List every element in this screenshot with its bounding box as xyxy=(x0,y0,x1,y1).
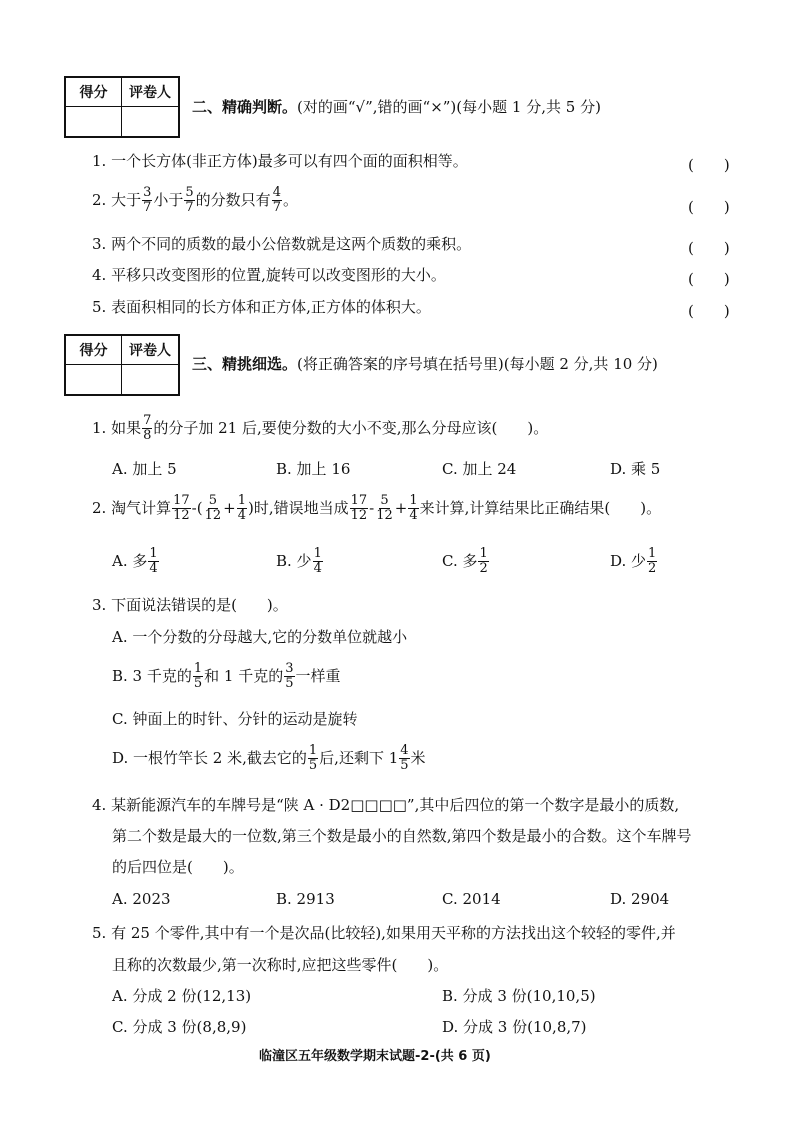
score-label: 得分 xyxy=(66,78,122,107)
grader-cell[interactable] xyxy=(122,365,178,394)
score-label: 得分 xyxy=(66,336,122,365)
answer-blank-5[interactable]: ( ) xyxy=(688,302,730,320)
choice-question-4-line1: 4. 某新能源汽车的车牌号是“陕 A · D2□□□□”,其中后四位的第一个数字是最小的质数, xyxy=(92,796,680,814)
score-box-section2 xyxy=(64,76,180,138)
option-c[interactable]: C. 钟面上的时针、分针的运动是旋转 xyxy=(112,710,358,728)
fraction: $\frac{1}{4}$ xyxy=(409,493,418,523)
option-a[interactable]: A. 加上 5 xyxy=(112,460,177,478)
choice-question-3: 3. 下面说法错误的是( )。 xyxy=(92,596,288,614)
option-c[interactable]: C. 分成 3 份(8,8,9) xyxy=(112,1018,247,1036)
fraction: $\frac{1}{2}$ xyxy=(648,546,657,576)
judge-item-1: 1. 一个长方体(非正方体)最多可以有四个面的面积相等。 xyxy=(92,152,468,170)
section2-title: 二、精确判断。 xyxy=(192,98,298,116)
section2-heading xyxy=(192,100,601,115)
fraction: $\frac{1}{4}$ xyxy=(237,493,246,523)
fraction: $\frac{3}{7}$ xyxy=(143,185,152,215)
option-c[interactable]: C. 2014 xyxy=(442,890,501,908)
fraction: $\frac{1}{2}$ xyxy=(479,546,488,576)
score-box-section3 xyxy=(64,334,180,396)
section3-instruction: (将正确答案的序号填在括号里)(每小题 2 分,共 10 分) xyxy=(297,355,658,373)
fraction: $\frac{3}{5}$ xyxy=(285,661,294,691)
option-c[interactable]: C. 多 $\frac{1}{2}$ xyxy=(442,546,488,576)
option-d[interactable]: D. 2904 xyxy=(610,890,670,908)
score-cell[interactable] xyxy=(66,365,122,394)
fraction: $\frac{17}{12}$ xyxy=(350,493,368,523)
judge-item-3: 3. 两个不同的质数的最小公倍数就是这两个质数的乘积。 xyxy=(92,235,472,253)
grader-label: 评卷人 xyxy=(122,336,178,365)
option-d[interactable]: D. 一根竹竿长 2 米,截去它的 $\frac{1}{5}$ 后,还剩下 1 $\frac{4}{5}$ 米 xyxy=(112,743,426,773)
judge-item-4: 4. 平移只改变图形的位置,旋转可以改变图形的大小。 xyxy=(92,266,446,284)
choice-question-2: 2. 淘气计算 $\frac{17}{12}$ -( $\frac{5}{12}$ + $\frac{1}{4}$ )时,错误地当成 $\frac{17}{12}$ - $\frac{5}{12}$ + $\frac{1}{4}$ 来计算,计算结果比正确结果( )。 xyxy=(92,493,662,523)
option-d[interactable]: D. 少 $\frac{1}{2}$ xyxy=(610,546,657,576)
fraction: $\frac{1}{5}$ xyxy=(193,661,203,691)
score-cell[interactable] xyxy=(66,107,122,136)
answer-blank-2[interactable]: ( ) xyxy=(688,198,730,216)
choice-question-4-line3: 的后四位是( )。 xyxy=(112,858,244,876)
fraction: $\frac{17}{12}$ xyxy=(173,493,190,523)
fraction: $\frac{4}{7}$ xyxy=(272,185,281,215)
judge-item-5: 5. 表面积相同的长方体和正方体,正方体的体积大。 xyxy=(92,298,431,316)
option-a[interactable]: A. 分成 2 份(12,13) xyxy=(112,987,252,1005)
option-b[interactable]: B. 加上 16 xyxy=(276,460,351,478)
answer-blank-4[interactable]: ( ) xyxy=(688,270,730,288)
answer-blank-3[interactable]: ( ) xyxy=(688,239,730,257)
option-c[interactable]: C. 加上 24 xyxy=(442,460,517,478)
option-b[interactable]: B. 分成 3 份(10,10,5) xyxy=(442,987,596,1005)
option-d[interactable]: D. 分成 3 份(10,8,7) xyxy=(442,1018,587,1036)
fraction: $\frac{7}{8}$ xyxy=(143,413,152,443)
fraction: $\frac{4}{5}$ xyxy=(400,743,409,773)
judge-item-2: 2. 大于 $\frac{3}{7}$ 小于 $\frac{5}{7}$ 的分数只有 $\frac{4}{7}$ 。 xyxy=(92,185,298,215)
page-footer: 临潼区五年级数学期末试题-2-(共 6 页) xyxy=(259,1049,491,1064)
fraction: $\frac{1}{5}$ xyxy=(308,743,318,773)
choice-question-1: 1. 如果 $\frac{7}{8}$ 的分子加 21 后,要使分数的大小不变,那么分母应该( )。 xyxy=(92,413,549,443)
fraction: $\frac{5}{12}$ xyxy=(376,493,393,523)
choice-question-5-line1: 5. 有 25 个零件,其中有一个是次品(比较轻),如果用天平称的方法找出这个较轻的零件,并 xyxy=(92,924,676,942)
option-a[interactable]: A. 2023 xyxy=(112,890,171,908)
section2-instruction: (对的画“√”,错的画“×”)(每小题 1 分,共 5 分) xyxy=(297,98,601,116)
section3-heading xyxy=(192,357,658,372)
option-a[interactable]: A. 多 $\frac{1}{4}$ xyxy=(112,546,158,576)
choice-question-4-line2: 第二个数是最大的一位数,第三个数是最小的自然数,第四个数是最小的合数。这个车牌号 xyxy=(112,827,692,845)
grader-label: 评卷人 xyxy=(122,78,178,107)
fraction: $\frac{5}{7}$ xyxy=(185,185,194,215)
option-b[interactable]: B. 3 千克的 $\frac{1}{5}$ 和 1 千克的 $\frac{3}{5}$ 一样重 xyxy=(112,661,341,691)
section3-title: 三、精挑细选。 xyxy=(192,355,298,373)
fraction: $\frac{1}{4}$ xyxy=(149,546,158,576)
answer-blank-1[interactable]: ( ) xyxy=(688,156,730,174)
choice-question-5-line2: 且称的次数最少,第一次称时,应把这些零件( )。 xyxy=(112,956,449,974)
grader-cell[interactable] xyxy=(122,107,178,136)
option-d[interactable]: D. 乘 5 xyxy=(610,460,661,478)
option-b[interactable]: B. 2913 xyxy=(276,890,335,908)
fraction: $\frac{5}{12}$ xyxy=(204,493,222,523)
option-a[interactable]: A. 一个分数的分母越大,它的分数单位就越小 xyxy=(112,628,408,646)
option-b[interactable]: B. 少 $\frac{1}{4}$ xyxy=(276,546,322,576)
fraction: $\frac{1}{4}$ xyxy=(313,546,322,576)
